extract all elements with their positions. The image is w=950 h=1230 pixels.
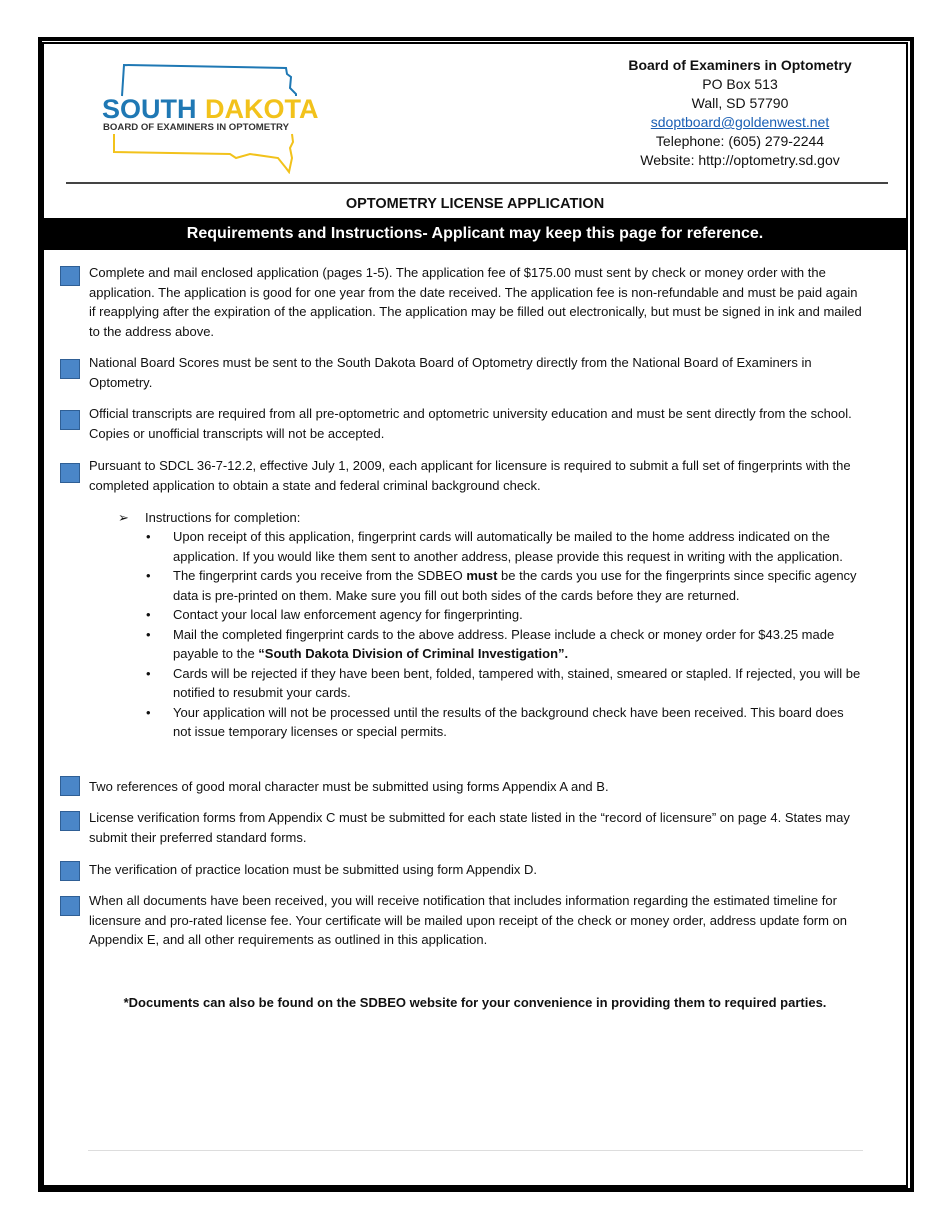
requirement-notification: When all documents have been received, you will receive notification that includes information regarding the estimated timeline for licensure and pro-rated license fee. Your certificate will be mailed upon receipt of the check or money order, address update form on Appendix E, and all other requirements as outlined in this application. (89, 893, 848, 947)
requirement-practice-location: The verification of practice location must be submitted using form Appendix D. (89, 862, 537, 877)
list-item-emphasis: “South Dakota Division of Criminal Investigation”. (258, 646, 569, 661)
checkbox-requirement-6[interactable] (60, 811, 80, 831)
list-item (146, 625, 863, 664)
requirement-references: Two references of good moral character must be submitted using forms Appendix A and B. (89, 779, 609, 794)
document-title: OPTOMETRY LICENSE APPLICATION (345, 196, 605, 212)
checkbox-requirement-8[interactable] (60, 896, 80, 916)
logo-brand-dakota: DAKOTA (205, 94, 319, 124)
po-box: PO Box 513 (702, 76, 778, 92)
bullet-icon: • (146, 568, 151, 583)
checkbox-requirement-1[interactable] (60, 266, 80, 286)
email-link[interactable]: sdoptboard@goldenwest.net (650, 114, 830, 130)
list-item (146, 605, 863, 625)
instructions-heading-text: Instructions for completion: (145, 510, 301, 525)
list-item-text: Your application will not be processed until the results of the background check have been received. This board does not issue temporary licenses or special permits. (173, 704, 844, 739)
list-item-text: The fingerprint cards you receive from the SDBEO (173, 568, 467, 583)
list-item (146, 664, 863, 703)
bullet-icon: • (146, 529, 151, 544)
list-item-emphasis: must (466, 568, 498, 583)
page-border-bottom (42, 1185, 908, 1189)
logo-subtitle: BOARD OF EXAMINERS IN OPTOMETRY (103, 122, 290, 133)
checkbox-requirement-7[interactable] (60, 861, 80, 881)
list-item-text: Cards will be rejected if they have been bent, folded, tampered with, stained, smeared or stapled. If rejected, you will be notified to resubmit your cards. (173, 665, 861, 700)
footer-divider (88, 1150, 863, 1151)
state-outline-bottom (114, 134, 293, 172)
bullet-icon: • (146, 607, 151, 622)
logo-brand-south: SOUTH (102, 94, 197, 124)
requirement-application-fee: Complete and mail enclosed application (pages 1-5). The application fee of $175.00 must sent by check or money order with the application. The application is good for one year from the date received. The application fee is non-refundable and must be paid again if reapplying after the expiration of the application. The application may be filled out electronically, but must be signed in ink and mailed to the address above. (89, 265, 862, 339)
city-state-zip: Wall, SD 57790 (691, 95, 789, 111)
checkbox-requirement-3[interactable] (60, 410, 80, 430)
list-item (146, 527, 863, 566)
telephone: Telephone: (605) 279-2244 (655, 133, 825, 149)
website: Website: http://optometry.sd.gov (640, 152, 840, 168)
checkbox-requirement-2[interactable] (60, 359, 80, 379)
requirement-transcripts: Official transcripts are required from all pre-optometric and optometric university education and must be sent directly from the school. Copies or unofficial transcripts will not be accepted. (89, 406, 852, 441)
header-divider (66, 182, 888, 184)
list-item (146, 703, 863, 742)
instructions-banner: Requirements and Instructions- Applicant may keep this page for reference. (44, 218, 906, 250)
list-item-text: Mail the completed fingerprint cards to the above address. Please include a check or money order for $43.25 made payable to the (173, 626, 835, 661)
bullet-icon: • (146, 626, 151, 642)
checkbox-requirement-4[interactable] (60, 463, 80, 483)
requirement-license-verification: License verification forms from Appendix C must be submitted for each state listed in the “record of licensure” on page 4. States may submit their preferred standard forms. (89, 810, 850, 845)
arrow-bullet-icon: ➢ (118, 510, 129, 525)
bullet-icon: • (146, 665, 151, 681)
list-item-text: be the cards you use for the fingerprints since specific agency data is pre-printed on them. Make sure you fill out both sides of the cards before they are returned. (173, 568, 857, 603)
list-item (146, 566, 863, 605)
south-dakota-board-logo (100, 62, 322, 174)
website-note: *Documents can also be found on the SDBEO website for your convenience in providing them to required parties. (123, 995, 827, 1010)
bullet-icon: • (146, 704, 151, 720)
checkbox-requirement-5[interactable] (60, 776, 80, 796)
fingerprint-instructions-list (146, 527, 863, 742)
list-item-text: Upon receipt of this application, fingerprint cards will automatically be mailed to the home address indicated on the application. If you would like them sent to another address, please provide this request in writing with the application. (173, 529, 843, 564)
list-item-text: Contact your local law enforcement agency for fingerprinting. (173, 607, 523, 622)
requirement-fingerprints: Pursuant to SDCL 36-7-12.2, effective July 1, 2009, each applicant for licensure is required to submit a full set of fingerprints with the completed application to obtain a state and federal criminal background check. (89, 458, 851, 493)
requirement-national-board-scores: National Board Scores must be sent to the South Dakota Board of Optometry directly from the National Board of Examiners in Optometry. (89, 355, 812, 390)
instructions-heading (118, 508, 300, 528)
state-outline-top (122, 65, 296, 96)
organization-name: Board of Examiners in Optometry (628, 57, 852, 73)
contact-block (590, 56, 890, 170)
